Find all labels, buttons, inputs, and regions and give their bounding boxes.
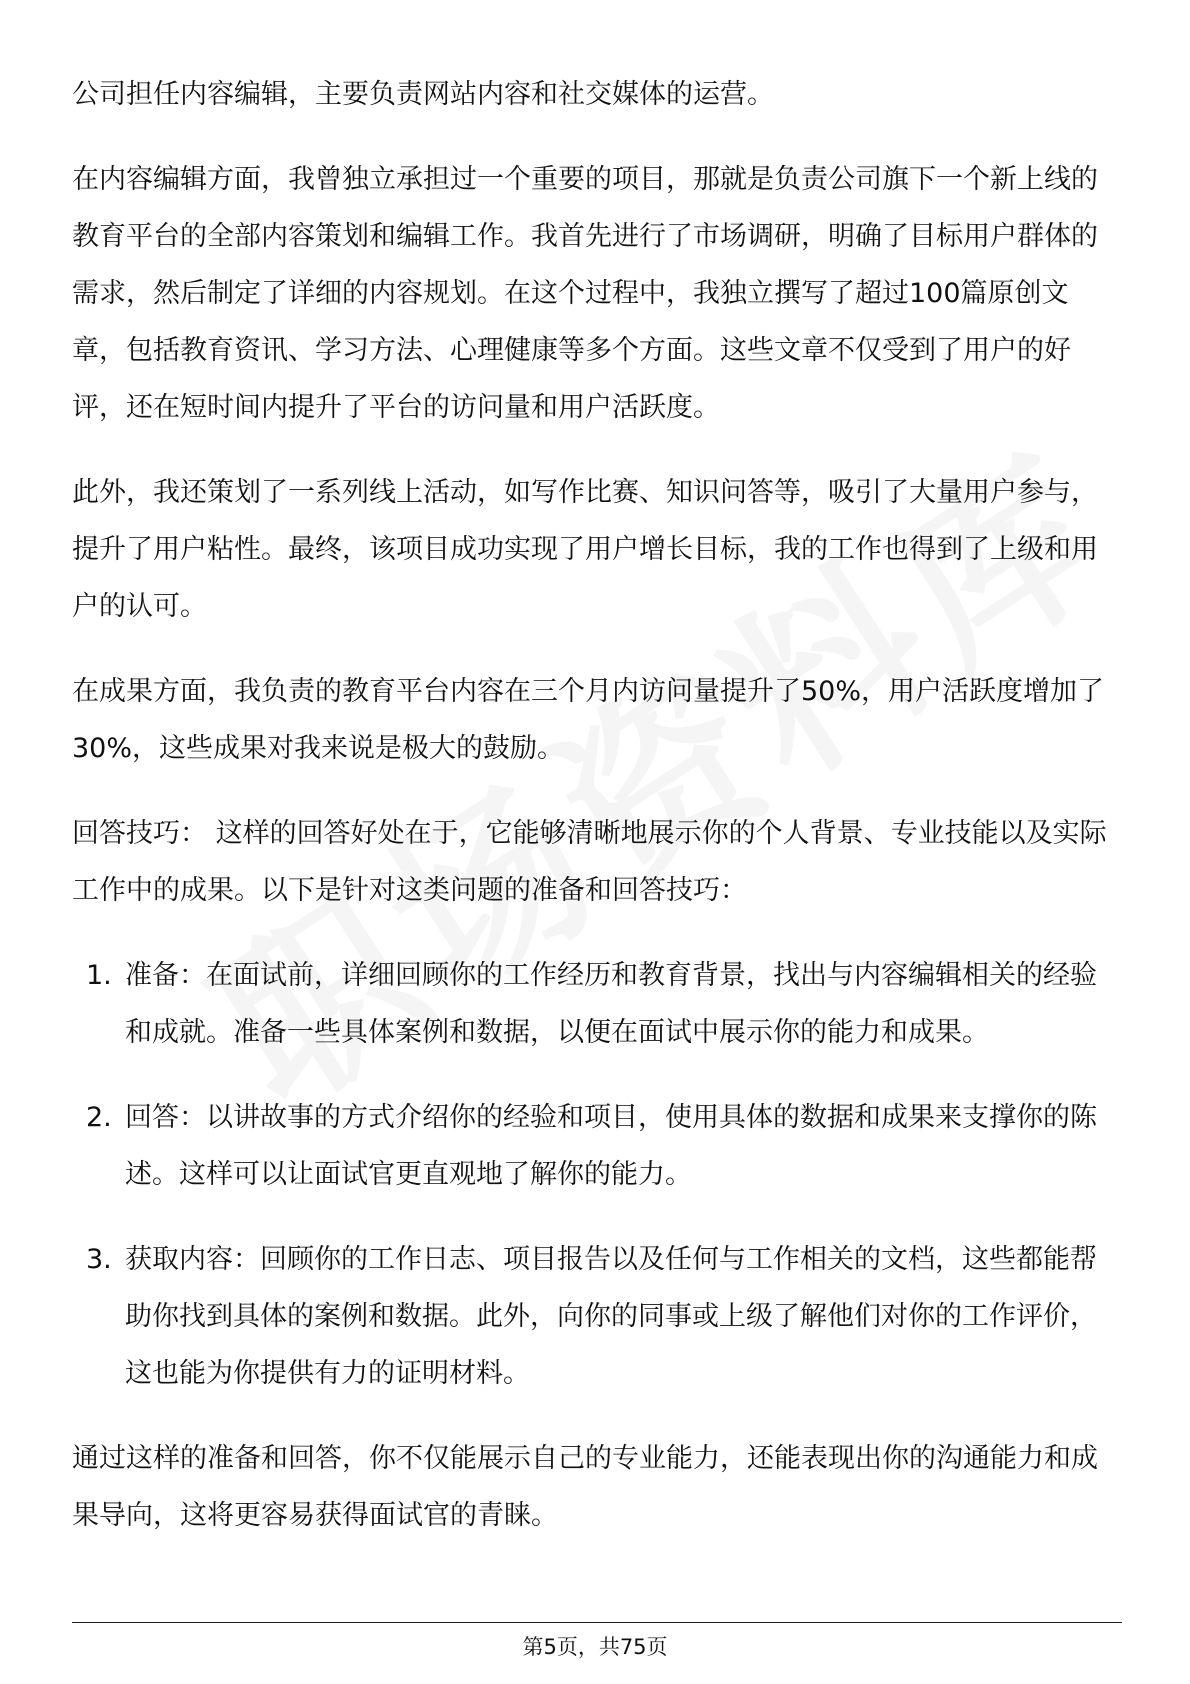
paragraph-online-activities: 此外，我还策划了一系列线上活动，如写作比赛、知识问答等，吸引了大量用户参与，提升了用户粘性。最终，该项目成功实现了用户增长目标，我的工作也得到了上级和用户的认可。: [72, 477, 1098, 622]
list-item-text: 回答：以讲故事的方式介绍你的经验和项目，使用具体的数据和成果来支撑你的陈述。这样可以让面试官更直观地了解你的能力。: [125, 1102, 1097, 1190]
paragraph-content-editing: 在内容编辑方面，我曾独立承担过一个重要的项目，那就是负责公司旗下一个新上线的教育平台的全部内容策划和编辑工作。我首先进行了市场调研，明确了目标用户群体的需求，然后制定了详细的内容规划。在这个过程中，我独立撰写了超过100篇原创文章，包括教育资讯、学习方法、心理健康等多个方面。这些文章不仅受到了用户的好评，还在短时间内提升了平台的访问量和用户活跃度。: [72, 164, 1098, 423]
footer-divider: [72, 1622, 1122, 1623]
list-item-number: 2.: [86, 1102, 112, 1133]
list-item-number: 3.: [86, 1244, 112, 1275]
paragraph-results: 在成果方面，我负责的教育平台内容在三个月内访问量提升了50%，用户活跃度增加了30%，这些成果对我来说是极大的鼓励。: [72, 676, 1105, 764]
page-number: 第5页，共75页: [522, 1635, 668, 1659]
tips-list: [72, 947, 1122, 1402]
list-item: [72, 1231, 1122, 1402]
paragraph-intro-continued: 公司担任内容编辑，主要负责网站内容和社交媒体的运营。: [72, 79, 774, 110]
list-item: [72, 947, 1122, 1061]
list-item-number: 1.: [86, 960, 112, 991]
paragraph-answer-tips: 回答技巧： 这样的回答好处在于，它能够清晰地展示你的个人背景、专业技能以及实际工作中的成果。以下是针对这类问题的准备和回答技巧：: [72, 818, 1107, 906]
list-item-text: 准备：在面试前，详细回顾你的工作经历和教育背景，找出与内容编辑相关的经验和成就。准备一些具体案例和数据，以便在面试中展示你的能力和成果。: [125, 960, 1097, 1048]
list-item: [72, 1089, 1122, 1203]
paragraph-closing: 通过这样的准备和回答，你不仅能展示自己的专业能力，还能表现出你的沟通能力和成果导向，这将更容易获得面试官的青睐。: [72, 1443, 1098, 1531]
list-item-text: 获取内容：回顾你的工作日志、项目报告以及任何与工作相关的文档，这些都能帮助你找到具体的案例和数据。此外，向你的同事或上级了解他们对你的工作评价，这也能为你提供有力的证明材料。: [125, 1244, 1097, 1389]
document-body: [72, 66, 1122, 1572]
